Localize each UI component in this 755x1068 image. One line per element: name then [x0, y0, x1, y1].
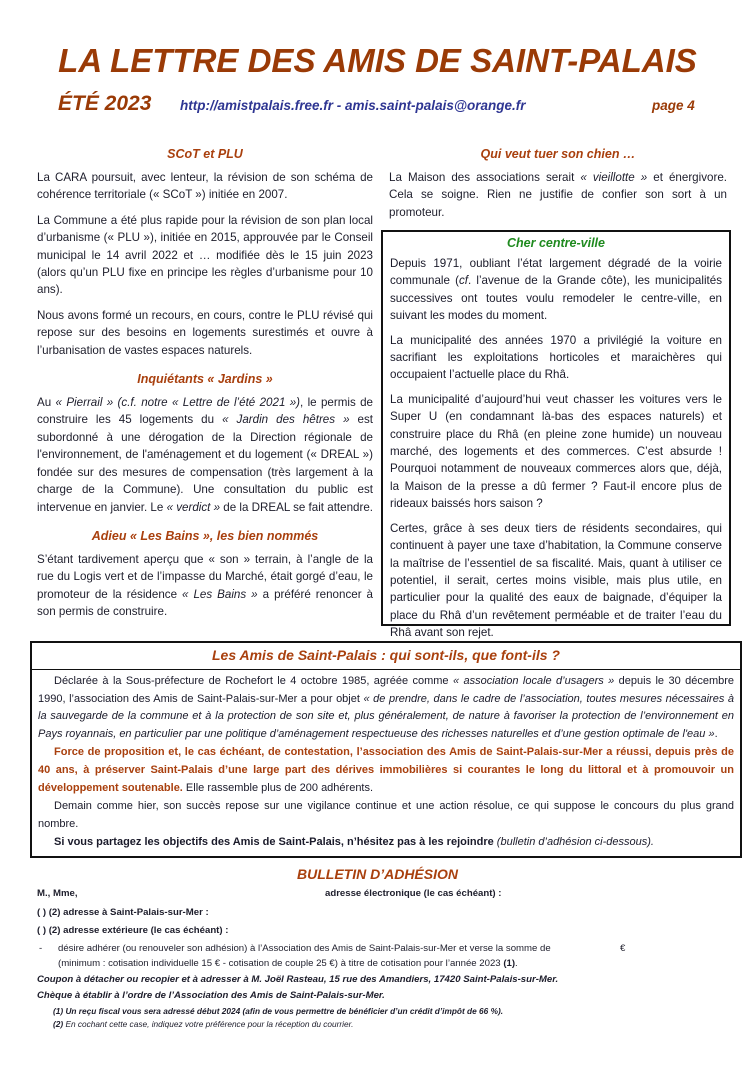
text: .	[714, 727, 718, 740]
text: Au	[37, 396, 56, 410]
minimum-line	[58, 958, 518, 969]
membership-line: désire adhérer (ou renouveler son adhésion) à l’Association des Amis de Saint-Palais-sur-Mer et verse la somme de	[58, 943, 551, 954]
amis-body	[32, 670, 740, 852]
text-highlight: Force de proposition et, le cas échéant, de contestation, l’association des Amis de Saint-Palais-sur-Mer a réussi, depuis près de 40 ans, à préserver Saint-Palais d’une large part des dérives immobilières si courantes le long du littoral et à promouvoir un développement soutenable.	[38, 746, 734, 794]
masthead-title: LA LETTRE DES AMIS DE SAINT-PALAIS	[58, 42, 697, 79]
footnote-2	[53, 1019, 353, 1029]
centre-paragraph	[390, 255, 722, 325]
text-bold: Si vous partagez les objectifs des Amis de Saint-Palais, n’hésitez pas à les rejoindre	[54, 836, 494, 849]
euro-symbol: €	[620, 943, 626, 954]
scot-paragraph: La Commune a été plus rapide pour la révision de son plan local d’urbanisme (« PLU »), initiée en 2015, approuvée par le Conseil municipal le 14 avril 2022 et … modifiée dès le 15 juin 2023 (alors qu’un PLU fixe en principe les règles d’urbanisme pour 10 ans).	[37, 213, 373, 297]
text: .	[515, 958, 518, 969]
text-italic: cf	[458, 274, 468, 288]
text: En cochant cette case, indiquez votre préférence pour la réception du courrier.	[63, 1019, 354, 1029]
text-bold: (2)	[53, 1019, 64, 1029]
text: est subordonné à une dérogation de la Direction régionale de l'environnement, de l'aménagement et du logement (« DREAL ») fondée sur des mesures de compensation (très largement à la charge de la Commune). Une consultation du public est intervenue en janvier. Le	[37, 413, 373, 514]
amis-heading: Les Amis de Saint-Palais : qui sont-ils, que font-ils ?	[32, 643, 740, 670]
name-label: M., Mme,	[37, 888, 78, 899]
bains-paragraph	[37, 551, 373, 621]
bulletin-heading: BULLETIN D’ADHÉSION	[297, 866, 458, 882]
amis-paragraph: Demain comme hier, son succès repose sur une vigilance continue et une action résolue, ce qui suppose le concours du plus grand nombre.	[38, 800, 734, 830]
text-bold: (1)	[503, 958, 516, 969]
amis-paragraph	[38, 744, 734, 797]
external-address-option[interactable]: ( ) (2) adresse extérieure (le cas échéant) :	[37, 925, 229, 936]
text: depuis le 30 décembre 1990, l’association des Amis de Saint-Palais-sur-Mer a pour objet	[38, 675, 735, 705]
website-email-links[interactable]: http://amistpalais.free.fr - amis.saint-palais@orange.fr	[180, 98, 526, 113]
jardins-heading: Inquiétants « Jardins »	[137, 372, 273, 387]
amis-paragraph	[38, 673, 734, 743]
text-italic: (bulletin d’adhésion ci-dessous).	[493, 836, 654, 849]
issue-label: ÉTÉ 2023	[58, 92, 152, 115]
chien-paragraph	[389, 169, 727, 221]
scot-paragraph: La CARA poursuit, avec lenteur, la révision de son schéma de cohérence territoriale (« SCoT ») initiée en 2007.	[37, 171, 373, 202]
list-dash: -	[39, 943, 43, 954]
text-italic: « association locale d’usagers »	[452, 675, 615, 687]
local-address-option[interactable]: ( ) (2) adresse à Saint-Palais-sur-Mer :	[37, 907, 209, 918]
right-column-top	[389, 146, 727, 229]
bains-heading: Adieu « Les Bains », les bien nommés	[91, 528, 319, 543]
email-label: adresse électronique (le cas échéant) :	[325, 888, 502, 899]
left-column	[37, 146, 373, 629]
text-italic: « Les Bains »	[182, 587, 258, 601]
page-number: page 4	[652, 98, 695, 113]
text: de la DREAL se fait attendre.	[220, 500, 374, 514]
text: et énergivore. Cela se soigne. Rien ne justifie de confier son sort à un promoteur.	[389, 171, 727, 219]
text: (minimum : cotisation individuelle 15 € - cotisation de couple 25 €) à titre de cotisation pour l’année 2023	[58, 958, 504, 969]
text: Elle rassemble plus de 200 adhérents.	[182, 781, 374, 794]
cheque-line: Chèque à établir à l’ordre de l’Association des Amis de Saint-Palais-sur-Mer.	[37, 990, 385, 1001]
text: La Maison des associations serait	[389, 171, 581, 184]
amis-paragraph	[38, 834, 734, 852]
coupon-line: Coupon à détacher ou recopier et à adresser à M. Joël Rasteau, 15 rue des Amandiers, 17420 Saint-Palais-sur-Mer.	[37, 974, 559, 985]
text: S’étant tardivement aperçu que « son » terrain, à l’angle de la rue du Logis vert et de l’impasse du Marché, était gorgé d’eau, le promoteur de la résidence	[37, 552, 373, 601]
text-italic: « vieillotte »	[580, 171, 648, 184]
scot-heading: SCoT et PLU	[167, 147, 243, 161]
amis-box	[30, 641, 742, 858]
text-italic: « Jardin des hêtres »	[222, 413, 350, 427]
text-italic: « verdict »	[166, 500, 221, 514]
text-italic: « Pierrail » (c.f. notre « Lettre de l’été 2021 »)	[55, 396, 301, 410]
centre-paragraph: Certes, grâce à ses deux tiers de résidents secondaires, qui continuent à payer une taxe d’habitation, la Commune conserve la maîtrise de l’essentiel de sa fiscalité. Mais, quant à utiliser ce potentiel, il serait, certes moins visible, mais plus utile, en particulier pour la qualité des eaux de baignade, d’équiper la place du Rhâ d’un revêtement perméable et de traiter l’eau du Rhâ avant son rejet.	[390, 521, 722, 640]
footnote-1: (1) Un reçu fiscal vous sera adressé début 2024 (afin de vous permettre de bénéficier d’un crédit d’impôt de 66 %).	[53, 1006, 504, 1016]
text: Depuis 1971, oubliant l’état largement dégradé de la voirie communale (	[390, 257, 722, 288]
centre-heading: Cher centre-ville	[507, 236, 605, 250]
centre-ville-box	[381, 230, 731, 640]
centre-paragraph: La municipalité des années 1970 a privilégié la voiture en sacrifiant les exploitations horticoles et maraichères qui occupaient l’actuelle place du Rhâ.	[390, 333, 722, 382]
text: , le permis de construire les 45 logements du	[37, 396, 374, 427]
text: . l’avenue de la Grande côte), les municipalités successives ont toutes voulu remodeler le centre-ville, en suivant les modes du moment.	[390, 274, 722, 323]
text-italic: « de prendre, dans le cadre de l’association, toutes mesures nécessaires à la sauvegarde de la commune et à la protection de son site et, plus généralement, de nature à favoriser la protection de l’environnement en Pays royannais, en particulier par une politique d’aménagement respectueuse des richesses naturelles et d’une gestion optimale de l'eau »	[38, 692, 734, 740]
chien-heading: Qui veut tuer son chien …	[480, 147, 636, 161]
scot-paragraph: Nous avons formé un recours, en cours, contre le PLU révisé qui repose sur des besoins en logements surestimés et ouvre à l’urbanisation de vastes espaces naturels.	[37, 308, 373, 357]
jardins-paragraph	[37, 394, 373, 516]
text: Déclarée à la Sous-préfecture de Rochefort le 4 octobre 1985, agréée comme	[54, 675, 453, 687]
centre-paragraph: La municipalité d’aujourd’hui veut chasser les voitures vers le Super U (en condamnant là-bas des espaces naturels) et construire place du Rhâ (en pleine zone humide) un nouveau marché, des logements et des commerces. C’est absurde ! Pourquoi notamment de nouveaux commerces alors que, déjà, la Maison de la presse a dû fermer ? Faut-il encore plus de rideaux baissés hors saison ?	[390, 392, 722, 511]
text: a préféré renoncer à son permis de construire.	[37, 587, 373, 619]
